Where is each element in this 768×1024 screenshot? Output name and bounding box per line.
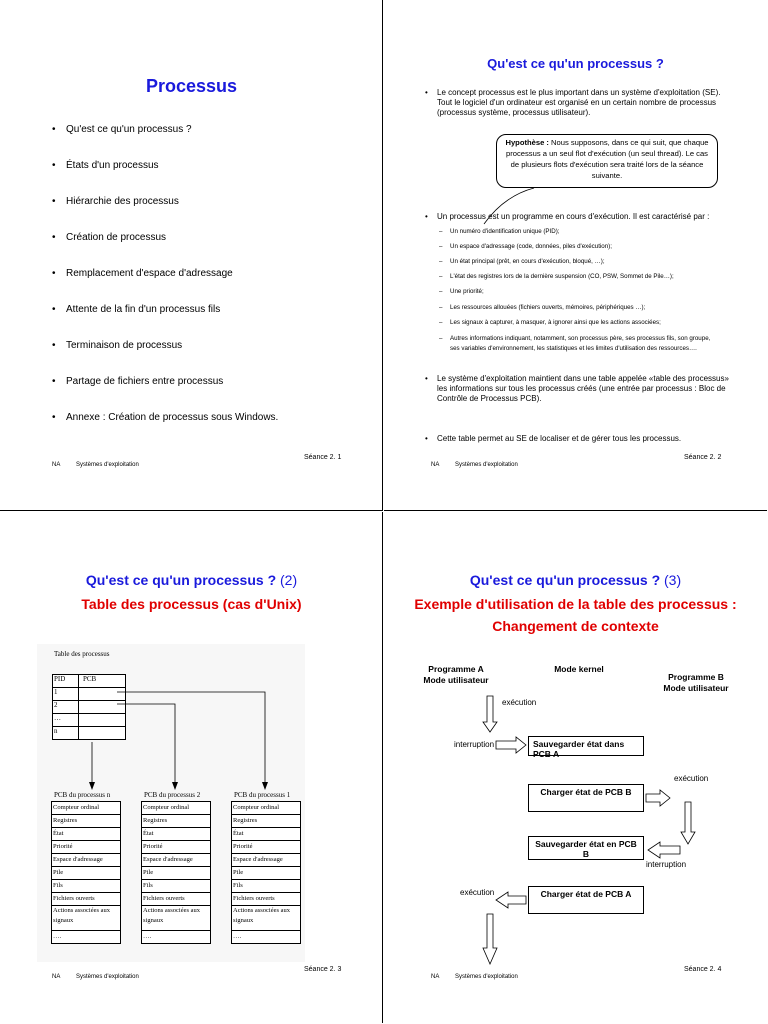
pcb-field: Fils — [142, 880, 210, 893]
paragraph-text: Un processus est un programme en cours d'exécution. Il est caractérisé par : — [437, 212, 710, 221]
sub-item-continued: ses variables d'environnement, les statistiques et les limites d'utilisation des ressources…. — [450, 345, 697, 352]
list-item: • Annexe : Création de processus sous Windows. — [52, 412, 372, 448]
save-state-pcb-b-box: Sauvegarder état en PCB B — [528, 836, 644, 860]
execution-label: exécution — [460, 888, 495, 897]
footer-course: Systèmes d'exploitation — [76, 974, 139, 980]
sub-item: – Un état principal (prêt, en cours d'exécution, bloqué, …); — [439, 258, 605, 265]
footer-course: Systèmes d'exploitation — [455, 974, 518, 980]
pcb-field: État — [52, 828, 120, 841]
pcb-field: Pile — [232, 867, 300, 880]
pcb-field: Priorité — [232, 841, 300, 854]
paragraph — [425, 212, 737, 222]
table-caption: Table des processus — [54, 650, 110, 658]
pcb-field: …. — [233, 933, 242, 940]
pcb-field: Fichiers ouverts — [142, 893, 210, 906]
footer-course: Systèmes d'exploitation — [76, 462, 139, 468]
paragraph-text: Le système d'exploitation maintient dans une table appelée «table des processus» les informations sur tous les processus créés (une entrée par processus : Bloc de Contrôle de Processus PCB). — [437, 374, 729, 403]
pcb-field: Pile — [142, 867, 210, 880]
pcb-field: Actions associées aux signaux — [142, 906, 210, 931]
pcb-field: Fichiers ouverts — [52, 893, 120, 906]
sub-item: – Un espace d'adressage (code, données, piles d'exécution); — [439, 243, 612, 250]
title-number: (3) — [660, 572, 682, 588]
sub-item: – Les signaux à capturer, à masquer, à ignorer ainsi que les actions associées; — [439, 319, 661, 326]
slide-number: Séance 2. 2 — [684, 454, 722, 461]
hypothesis-label: Hypothèse : — [505, 138, 549, 147]
execution-label: exécution — [502, 698, 537, 707]
footer-author: NA — [431, 462, 440, 468]
hypothesis-callout — [496, 134, 718, 188]
pcb-field: Pile — [52, 867, 120, 880]
slide-number: Séance 2. 1 — [304, 454, 342, 461]
pid-header: PID — [53, 675, 79, 687]
list-item: • Hiérarchie des processus — [52, 196, 372, 232]
slide-subtitle: Table des processus (cas d'Unix) — [81, 596, 302, 612]
slide-4 — [384, 512, 767, 1023]
list-item: • Qu'est ce qu'un processus ? — [52, 124, 372, 160]
pid-cell: 2 — [53, 701, 79, 713]
list-item: • Attente de la fin d'un processus fils — [52, 304, 372, 340]
list-item: • Partage de fichiers entre processus — [52, 376, 372, 412]
process-table-figure — [37, 644, 305, 962]
pcb-field: …. — [143, 933, 152, 940]
slide-title — [0, 572, 383, 588]
footer-author: NA — [431, 974, 440, 980]
slide-subtitle-2: Changement de contexte — [492, 618, 659, 634]
execution-label: exécution — [674, 774, 709, 783]
pcb-field: Actions associées aux signaux — [232, 906, 300, 931]
program-b-mode: Mode utilisateur — [663, 683, 729, 693]
pcb-field: État — [142, 828, 210, 841]
load-state-pcb-b-box: Charger état de PCB B — [528, 784, 644, 812]
slide-number: Séance 2. 4 — [684, 966, 722, 973]
pcb-field: Espace d'adressage — [232, 854, 300, 867]
interruption-label: interruption — [454, 740, 495, 749]
sub-item: – Un numéro d'identification unique (PID); — [439, 228, 560, 235]
list-item: • Terminaison de processus — [52, 340, 372, 376]
pcb-title: PCB du processus 2 — [144, 791, 201, 799]
pcb-field: Compteur ordinal — [52, 802, 120, 815]
interruption-label: interruption — [646, 860, 687, 869]
pcb-field: Compteur ordinal — [232, 802, 300, 815]
context-switch-arrows — [384, 512, 767, 1023]
footer-author: NA — [52, 462, 61, 468]
pcb-field: État — [232, 828, 300, 841]
pcb-title: PCB du processus 1 — [234, 791, 291, 799]
pcb-header: PCB — [83, 675, 97, 683]
program-a-label: Programme A — [428, 664, 484, 674]
slide-1 — [0, 0, 383, 511]
paragraph — [425, 374, 737, 404]
pcb-field: Fils — [52, 880, 120, 893]
pcb-field: Fils — [232, 880, 300, 893]
pcb-field: Registres — [142, 815, 210, 828]
slide-number: Séance 2. 3 — [304, 966, 342, 973]
list-item: • Remplacement d'espace d'adressage — [52, 268, 372, 304]
callout-pointer — [384, 0, 767, 240]
pcb-block-2 — [141, 801, 211, 944]
pcb-field: …. — [53, 933, 62, 940]
program-a-mode: Mode utilisateur — [423, 675, 489, 685]
pcb-field: Espace d'adressage — [142, 854, 210, 867]
sub-item: – L'état des registres lors de la dernière suspension (CO, PSW, Sommet de Pile…); — [439, 273, 674, 280]
outline-list — [52, 124, 372, 448]
pcb-field: Actions associées aux signaux — [52, 906, 120, 931]
pcb-field: Compteur ordinal — [142, 802, 210, 815]
title-number: (2) — [276, 572, 298, 588]
pcb-title: PCB du processus n — [54, 791, 111, 799]
pcb-field: Priorité — [142, 841, 210, 854]
list-item: • États d'un processus — [52, 160, 372, 196]
slide-3 — [0, 512, 383, 1023]
pid-cell: n — [53, 727, 79, 739]
kernel-mode-label: Mode kernel — [554, 664, 604, 674]
pcb-field: Fichiers ouverts — [232, 893, 300, 906]
hypothesis-text: Nous supposons, dans ce qui suit, que chaque processus a un seul flot d'exécution (un seul thread). Le cas de plusieurs flots d'exécution sera traité lors de la séance suivante. — [506, 138, 709, 180]
slide-title: Qu'est ce qu'un processus ? — [487, 56, 664, 71]
load-state-pcb-a-box: Charger état de PCB A — [528, 886, 644, 914]
footer-author: NA — [52, 974, 61, 980]
list-item: • Création de processus — [52, 232, 372, 268]
paragraph — [425, 434, 737, 444]
title-text: Qu'est ce qu'un processus ? — [85, 572, 277, 588]
paragraph-text: Le concept processus est le plus important dans un système d'exploitation (SE). Tout le logiciel d'un ordinateur est organisé en un certain nombre de processus (processus système, processus utilisateur). — [437, 88, 721, 117]
pcb-field: Registres — [52, 815, 120, 828]
slide-subtitle: Exemple d'utilisation de la table des processus : — [414, 596, 737, 612]
pcb-field: Espace d'adressage — [52, 854, 120, 867]
slide-2 — [384, 0, 767, 511]
pid-cell: … — [53, 714, 79, 726]
pid-cell: 1 — [53, 688, 79, 700]
pcb-block-1 — [231, 801, 301, 944]
sub-item: – Les ressources allouées (fichiers ouverts, mémoires, périphériques …); — [439, 304, 645, 311]
pcb-field: Registres — [232, 815, 300, 828]
title-text: Qu'est ce qu'un processus ? — [469, 572, 661, 588]
paragraph-text: Cette table permet au SE de localiser et de gérer tous les processus. — [437, 434, 682, 443]
footer-course: Systèmes d'exploitation — [455, 462, 518, 468]
pcb-block-n — [51, 801, 121, 944]
save-state-pcb-a-box: Sauvegarder état dans PCB A — [528, 736, 644, 756]
pcb-field: Priorité — [52, 841, 120, 854]
program-b-label: Programme B — [668, 672, 724, 682]
sub-item: – Autres informations indiquant, notamment, son processus père, ses processus fils, son groupe, — [439, 335, 710, 342]
slide-title: Processus — [145, 76, 238, 96]
sub-item: – Une priorité; — [439, 288, 484, 295]
